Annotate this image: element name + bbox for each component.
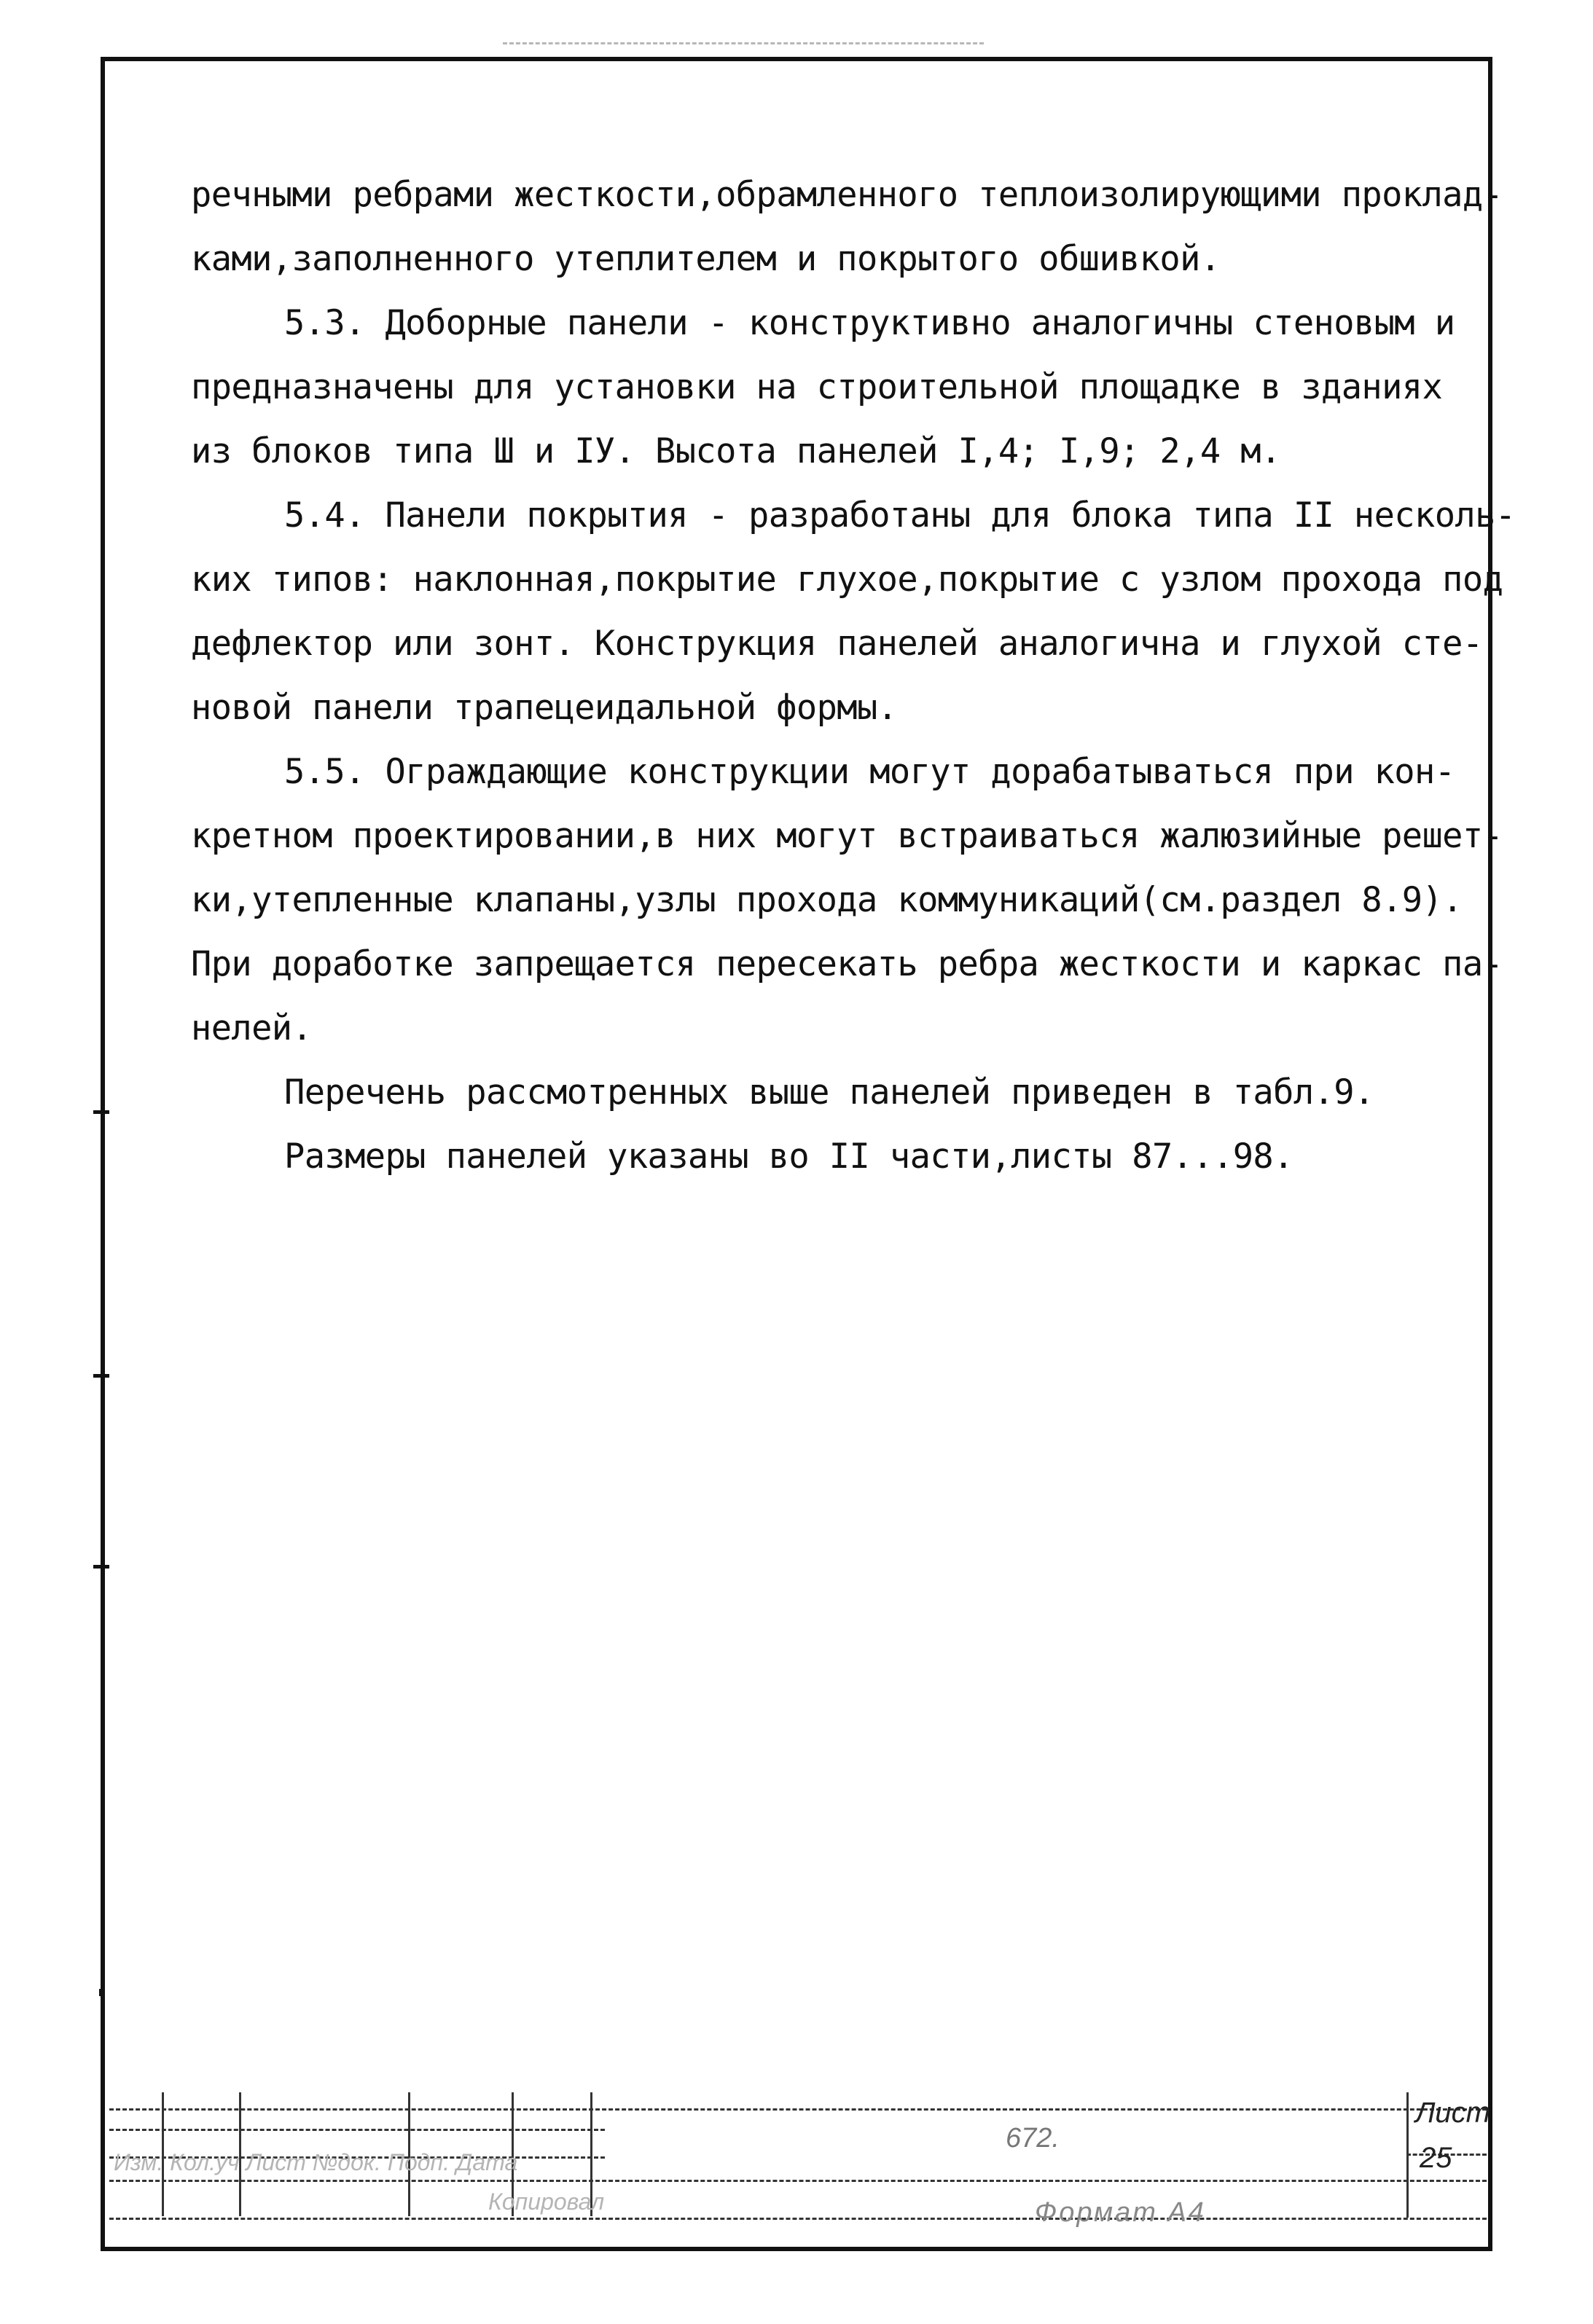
copied-by-stamp: Копировал bbox=[488, 2188, 605, 2215]
title-block-rule bbox=[109, 2180, 1487, 2182]
text-line: из блоков типа Ш и IУ. Высота панелей I,4; I,9; 2,4 м. bbox=[191, 431, 1281, 471]
sheet-label: Лист bbox=[1415, 2097, 1490, 2129]
title-block-rule bbox=[109, 2129, 605, 2131]
paper-format-label: Формат А4 bbox=[1035, 2197, 1206, 2228]
title-block-rule bbox=[109, 2108, 1487, 2111]
section-5-4-heading-line: 5.4. Панели покрытия - разработаны для блока типа II несколь- bbox=[284, 495, 1516, 535]
title-block-divider bbox=[1406, 2092, 1409, 2218]
sheet-number: 25 bbox=[1420, 2142, 1452, 2174]
text-line: При доработке запрещается пересекать ребра жесткости и каркас па- bbox=[191, 944, 1503, 984]
title-block-rule bbox=[109, 2218, 1487, 2220]
binding-tick bbox=[99, 1989, 103, 1996]
text-line: речными ребрами жесткости,обрамленного теплоизолирующими проклад- bbox=[191, 175, 1503, 215]
document-code: 672. bbox=[1006, 2123, 1060, 2154]
panel-list-reference: Перечень рассмотренных выше панелей приведен в табл.9. bbox=[284, 1072, 1374, 1112]
binding-tick bbox=[93, 1110, 109, 1114]
text-line: кретном проектировании,в них могут встраиваться жалюзийные решет- bbox=[191, 816, 1503, 856]
section-5-5-heading-line: 5.5. Ограждающие конструкции могут дорабатываться при кон- bbox=[284, 752, 1455, 792]
text-line: нелей. bbox=[191, 1008, 313, 1048]
binding-tick bbox=[93, 1565, 109, 1569]
binding-tick bbox=[93, 1374, 109, 1378]
panel-size-reference: Размеры панелей указаны во II части,листы 87...98. bbox=[284, 1137, 1293, 1177]
text-line: предназначены для установки на строительной площадке в зданиях bbox=[191, 367, 1443, 407]
text-line: ких типов: наклонная,покрытие глухое,покрытие с узлом прохода под bbox=[191, 560, 1503, 600]
scan-top-marks bbox=[503, 42, 984, 47]
text-line: новой панели трапецеидальной формы. bbox=[191, 688, 898, 728]
text-line: ки,утепленные клапаны,узлы прохода коммуникаций(см.раздел 8.9). bbox=[191, 880, 1463, 920]
title-block bbox=[109, 2092, 1490, 2231]
text-line: дефлектор или зонт. Конструкция панелей аналогична и глухой сте- bbox=[191, 624, 1483, 664]
document-body bbox=[191, 163, 1516, 1189]
text-line: ками,заполненного утеплителем и покрытого обшивкой. bbox=[191, 239, 1221, 279]
revision-signature-row: Изм. Кол.уч Лист №док. Подп. Дата bbox=[114, 2149, 518, 2175]
section-5-3-heading-line: 5.3. Доборные панели - конструктивно аналогичны стеновым и bbox=[284, 303, 1455, 343]
